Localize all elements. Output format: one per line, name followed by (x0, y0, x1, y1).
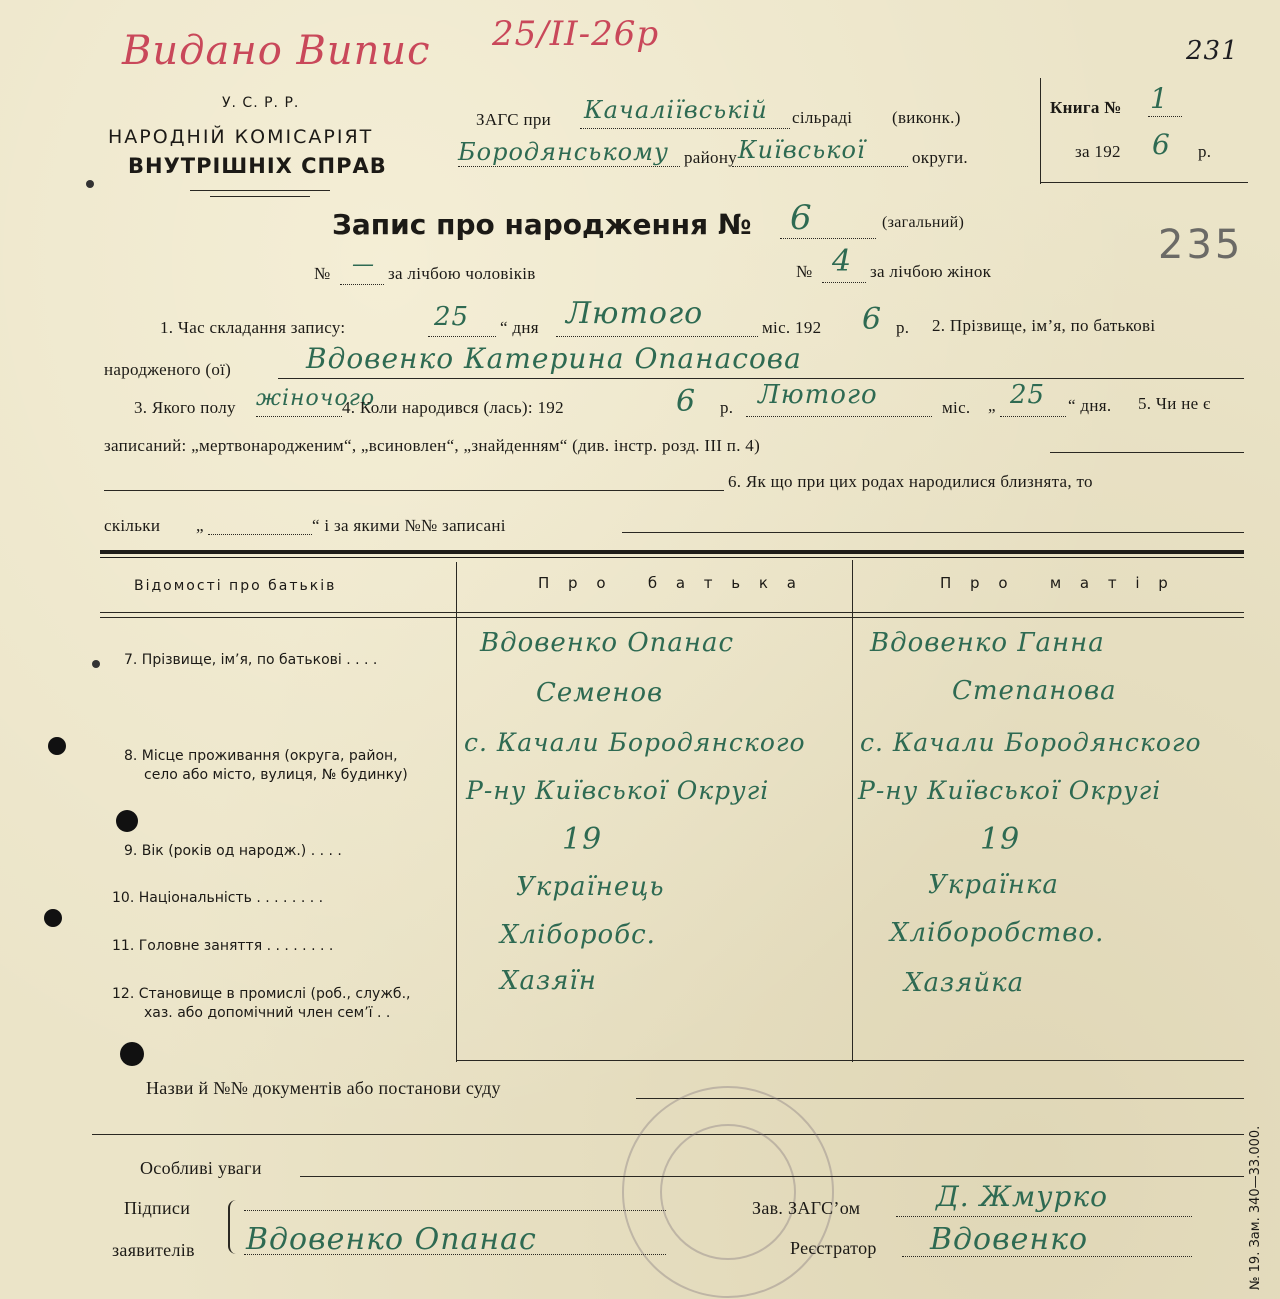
book-label: Книга № (1050, 98, 1122, 117)
registrar-label: Реєстратор (790, 1238, 877, 1258)
punch-hole (92, 660, 100, 668)
field-6-label: 6. Як що при цих родах народилися близнята, то (728, 472, 1093, 491)
punch-hole (48, 737, 66, 755)
entry-month-line (556, 336, 758, 337)
book-number: 1 (1150, 82, 1169, 115)
row-8-label-a: 8. Місце проживання (округа, район, (124, 748, 398, 764)
how-many-line (208, 534, 312, 535)
male-no-line (340, 284, 384, 285)
general-label: (загальний) (882, 214, 965, 231)
birth-month-line (746, 416, 932, 417)
field-2-label: 2. Прізвище, ім’я, по батькові (932, 316, 1156, 335)
raion-line (458, 166, 680, 167)
row-10-label: 10. Національність . . . . . . . . (112, 890, 324, 906)
okruha-line (732, 166, 908, 167)
row-7-label: 7. Прізвище, ім’я, по батькові . . . . (124, 652, 378, 668)
born-label: народженого (ої) (104, 360, 232, 379)
child-name-line (278, 378, 1244, 379)
ussr-label: У. С. Р. Р. (222, 95, 300, 111)
how-many-open: „ (196, 516, 204, 535)
birth-year-suffix: р. (720, 398, 734, 417)
entry-month: Лютого (566, 296, 704, 331)
special-notes-label: Особливі уваги (140, 1158, 262, 1178)
col-header-info: Відомості про батьків (134, 578, 337, 594)
okruha-value: Київської (738, 136, 866, 164)
header-rule (210, 196, 310, 197)
applicants-label: заявителів (112, 1240, 195, 1260)
col-header-father: П р о б а т ь к а (538, 574, 803, 592)
father-age: 19 (562, 822, 603, 857)
father-status: Хазяїн (500, 966, 597, 996)
father-name-line-2: Семенов (536, 678, 664, 708)
head-label: Зав. ЗАГС’ом (752, 1198, 861, 1218)
birth-day-suffix: “ дня. (1068, 396, 1112, 415)
father-residence-line-1: с. Качали Бородянского (464, 728, 806, 757)
mother-nationality: Українка (928, 870, 1059, 900)
book-year-prefix: за 192 (1075, 142, 1121, 161)
record-number-line (780, 238, 876, 239)
mother-name-line-1: Вдовенко Ганна (870, 628, 1105, 658)
which-numbers-line (622, 532, 1244, 533)
table-top-rule-thin (100, 557, 1244, 558)
row-12-label-b: хаз. або допомічний член сем’ї . . (144, 1005, 391, 1021)
birth-day-line (1000, 416, 1066, 417)
book-number-line (1148, 116, 1182, 117)
registrar-signature: Вдовенко (930, 1222, 1089, 1257)
father-occupation: Хліборобс. (500, 920, 656, 950)
birth-month: Лютого (758, 380, 878, 410)
field-1-label: 1. Час складання запису: (160, 318, 346, 337)
internal-affairs-label: ВНУТРІШНІХ СПРАВ (128, 154, 387, 178)
punch-hole (116, 810, 138, 832)
entry-day-suffix: “ дня (500, 318, 539, 337)
row-11-label: 11. Головне заняття . . . . . . . . (112, 938, 334, 954)
female-no-sign: № (796, 262, 813, 281)
mother-residence-line-2: Р-ну Київської Округі (858, 776, 1162, 805)
punch-hole (44, 909, 62, 927)
record-number: 6 (790, 198, 813, 238)
twins-blank-line (104, 490, 724, 491)
village-council-value: Качаліївській (584, 96, 768, 124)
field-4-label: 4. Коли народився (лась): 192 (342, 398, 564, 417)
male-count-label: за лічбою чоловіків (388, 264, 536, 283)
entry-year-prefix: міс. 192 (762, 318, 822, 337)
mother-occupation: Хліборобство. (890, 918, 1105, 948)
document-title: Запис про народження № (332, 208, 752, 241)
mother-name-line-2: Степанова (952, 676, 1117, 706)
raion-suffix: району (684, 148, 738, 167)
raion-value: Бородянському (458, 138, 669, 166)
recorded-status-label: записаний: „мертвонародженим“, „всиновлен“, „знайденням“ (див. інстр. розд. III п. 4) (104, 436, 761, 455)
signature-brace (228, 1200, 240, 1254)
table-top-rule (100, 550, 1244, 554)
header-rule (190, 190, 330, 191)
row-8-label-b: село або місто, вулиця, № будинку) (144, 767, 408, 783)
documents-label: Назви й №№ документів або постанови суду (146, 1078, 501, 1098)
entry-day-line (428, 336, 496, 337)
vykonk-label: (виконк.) (892, 108, 961, 127)
zags-prefix: ЗАГС при (476, 110, 552, 129)
special-notes-line (300, 1176, 1244, 1177)
table-header-rule (100, 617, 1244, 618)
field-5-label: 5. Чи не є (1138, 394, 1211, 413)
applicant-signature: Вдовенко Опанас (246, 1222, 537, 1257)
father-nationality: Українець (516, 872, 665, 902)
table-bottom-rule (456, 1060, 1244, 1061)
table-divider (852, 560, 853, 1062)
book-box-border (1040, 182, 1248, 183)
council-line (580, 128, 790, 129)
faded-official-seal-inner (660, 1124, 796, 1260)
book-box-border (1040, 78, 1041, 184)
head-signature: Д. Жмурко (936, 1180, 1108, 1213)
applicant-signature-line (244, 1210, 666, 1211)
female-no-line (822, 282, 866, 283)
row-9-label: 9. Вік (років од народж.) . . . . (124, 843, 342, 859)
page-number: 231 (1186, 36, 1239, 66)
mother-age: 19 (980, 822, 1021, 857)
child-name: Вдовенко Катерина Опанасова (306, 342, 802, 375)
entry-year-suffix: р. (896, 318, 910, 337)
punch-hole (120, 1042, 144, 1066)
sex-value: жіночого (256, 386, 376, 411)
father-residence-line-2: Р-ну Київської Округі (466, 776, 770, 805)
table-divider (456, 562, 457, 1062)
field-3-label: 3. Якого полу (134, 398, 236, 417)
male-no-sign: № (314, 264, 331, 283)
recorded-status-line (1050, 452, 1244, 453)
okruha-suffix: округи. (912, 148, 968, 167)
council-suffix: сільраді (792, 108, 853, 127)
issued-date-note: 25/ІІ-26р (492, 14, 660, 54)
sex-line (256, 416, 342, 417)
birth-day-open: „ (988, 396, 996, 415)
which-numbers-label: “ і за якими №№ записані (312, 516, 506, 535)
row-12-label-a: 12. Становище в промислі (роб., служб., (112, 986, 411, 1002)
book-year-suffix: р. (1198, 142, 1212, 161)
punch-hole (86, 180, 94, 188)
head-signature-line (896, 1216, 1192, 1217)
printer-mark: № 19. Зам. 340—33.000. (1248, 1125, 1263, 1290)
issued-extract-note: Видано Випис (122, 28, 431, 74)
birth-day: 25 (1010, 380, 1046, 410)
commissariat-label: НАРОДНІЙ КОМІСАРІЯТ (108, 126, 374, 148)
book-year-digit: 6 (1152, 128, 1171, 161)
entry-day: 25 (434, 302, 470, 332)
birth-month-suffix: міс. (942, 398, 971, 417)
signatures-label: Підписи (124, 1198, 191, 1218)
mother-residence-line-1: с. Качали Бородянского (860, 728, 1202, 757)
birth-year-digit: 6 (676, 384, 697, 419)
female-count-label: за лічбою жінок (870, 262, 992, 281)
entry-year-digit: 6 (862, 302, 883, 337)
how-many-label: скільки (104, 516, 161, 535)
table-header-rule (100, 612, 1244, 613)
mother-status: Хазяйка (904, 968, 1025, 998)
col-header-mother: П р о м а т і р (940, 574, 1175, 592)
male-number: — (352, 252, 375, 277)
stamped-number: 235 (1158, 222, 1244, 268)
father-name-line-1: Вдовенко Опанас (480, 628, 735, 658)
female-number: 4 (832, 244, 853, 279)
